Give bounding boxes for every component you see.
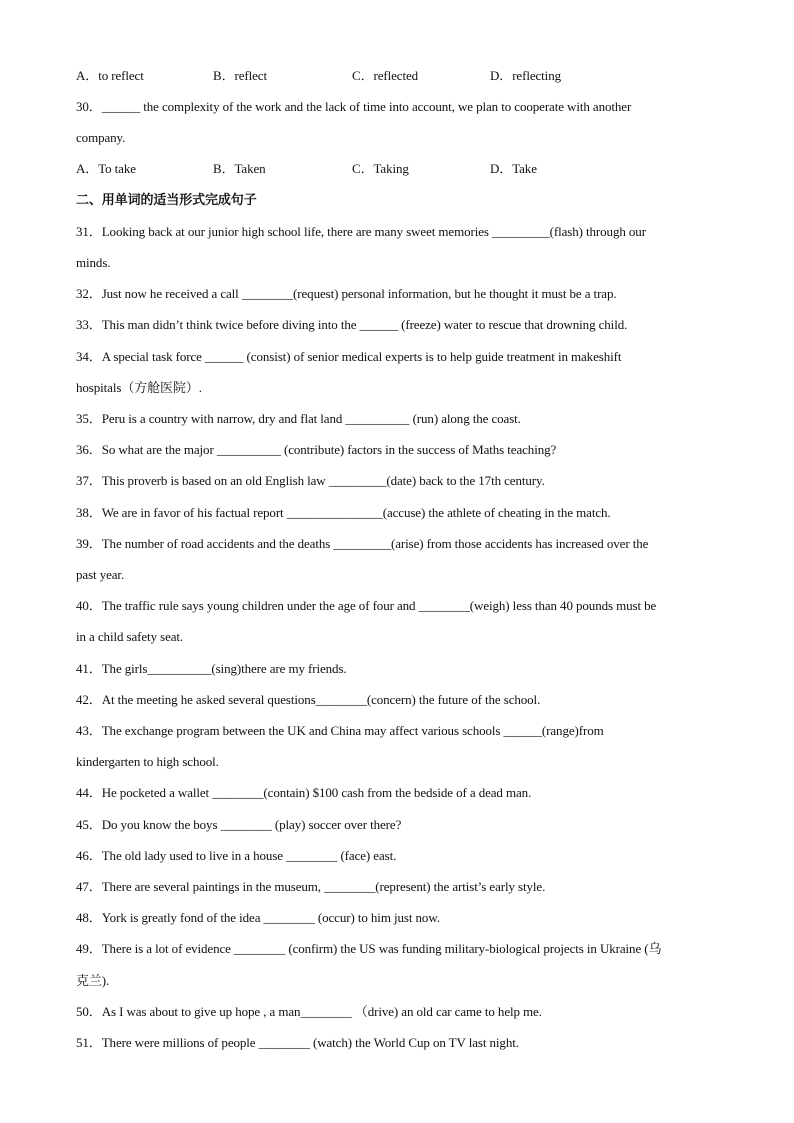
q29-option-c: C．reflected (352, 68, 419, 83)
q29-option-d: D．reflecting (490, 68, 561, 83)
question-line: 33．This man didn’t think twice before diving into the ______ (freeze) water to rescue that drowning child. (76, 317, 628, 332)
question-line: 38．We are in favor of his factual report _______________(accuse) the athlete of cheating in the match. (76, 505, 611, 520)
question-line: 45．Do you know the boys ________ (play) soccer over there? (76, 817, 402, 832)
question-line: 50．As I was about to give up hope , a man________ （drive) an old car came to help me. (76, 1004, 542, 1019)
question-line: minds. (76, 255, 111, 270)
q30-option-a: A．To take (76, 161, 136, 176)
question-line: 47．There are several paintings in the museum, ________(represent) the artist’s early style. (76, 879, 546, 894)
question-line: 51．There were millions of people ________ (watch) the World Cup on TV last night. (76, 1035, 519, 1050)
question-line: 49．There is a lot of evidence ________ (confirm) the US was funding military-biological projects in Ukraine (乌 (76, 941, 662, 956)
question-line: in a child safety seat. (76, 629, 184, 644)
question-line: 44．He pocketed a wallet ________(contain) $100 cash from the bedside of a dead man. (76, 785, 532, 800)
q30-option-d: D．Take (490, 161, 537, 176)
question-line: 34．A special task force ______ (consist) of senior medical experts is to help guide treatment in makeshift (76, 349, 622, 364)
question-line: 46．The old lady used to live in a house ________ (face) east. (76, 848, 397, 863)
question-line: 48．York is greatly fond of the idea ________ (occur) to him just now. (76, 910, 440, 925)
question-line: 克兰). (76, 973, 110, 988)
question-line: 31．Looking back at our junior high school life, there are many sweet memories _________(flash) through our (76, 224, 646, 239)
q30-option-b: B．Taken (213, 161, 266, 176)
question-line: 41．The girls__________(sing)there are my friends. (76, 661, 347, 676)
question-line: kindergarten to high school. (76, 754, 219, 769)
question-line: 42．At the meeting he asked several questions________(concern) the future of the school. (76, 692, 541, 707)
question-line: hospitals（方舱医院）. (76, 380, 202, 395)
question-line: 32．Just now he received a call ________(request) personal information, but he thought it must be a trap. (76, 286, 617, 301)
question-line: 35．Peru is a country with narrow, dry and flat land __________ (run) along the coast. (76, 411, 521, 426)
q30-text-line1: 30．______ the complexity of the work and the lack of time into account, we plan to cooperate with another (76, 99, 632, 114)
question-line: 43．The exchange program between the UK and China may affect various schools ______(range)from (76, 723, 604, 738)
question-line: 36．So what are the major __________ (contribute) factors in the success of Maths teaching? (76, 442, 557, 457)
question-line: 39．The number of road accidents and the deaths _________(arise) from those accidents has increased over the (76, 536, 649, 551)
section-heading: 二、用单词的适当形式完成句子 (76, 193, 257, 208)
q29-option-a: A．to reflect (76, 68, 144, 83)
question-line: past year. (76, 567, 125, 582)
q30-text-line2: company. (76, 130, 126, 145)
q30-option-c: C．Taking (352, 161, 409, 176)
q29-option-b: B．reflect (213, 68, 267, 83)
question-line: 40．The traffic rule says young children under the age of four and ________(weigh) less than 40 pounds must be (76, 598, 657, 613)
question-line: 37．This proverb is based on an old English law _________(date) back to the 17th century. (76, 473, 545, 488)
